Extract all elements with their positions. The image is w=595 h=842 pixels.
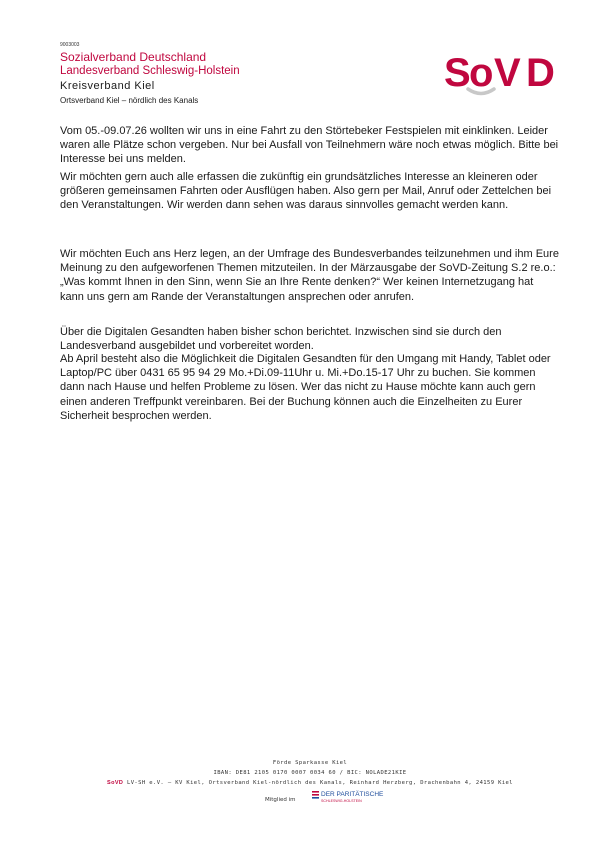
footer-bank: Förde Sparkasse Kiel xyxy=(272,760,348,766)
footer-iban: IBAN: DE81 2105 0170 0007 0034 60 / BIC: NOLADE21KIE xyxy=(213,770,407,776)
svg-text:V: V xyxy=(494,52,520,95)
org-local-branch: Ortsverband Kiel – nördlich des Kanals xyxy=(60,96,199,105)
footer-address-line xyxy=(60,780,560,786)
footer-sovd-mark: SoVD xyxy=(107,780,124,786)
org-state-association: Landesverband Schleswig-Holstein xyxy=(60,65,240,77)
org-name: Sozialverband Deutschland xyxy=(60,50,207,64)
partner-line2: SCHLESWIG-HOLSTEIN xyxy=(321,799,362,803)
svg-text:D: D xyxy=(526,52,554,95)
paragraph-stoertebeker: Vom 05.-09.07.26 wollten wir uns in eine Fahrt zu den Störtebeker Festspielen mit einklinken. Leider waren alle Plätze schon vergeben. Nur bei Ausfall von Teilnehmern wäre noch etwas möglich. Bitte bei Interesse bei uns melden. xyxy=(60,125,559,166)
paritaetische-logo xyxy=(312,789,394,805)
paragraph-digital-envoys: Über die Digitalen Gesandten haben bisher schon berichtet. Inzwischen sind sie durch den Landesverband ausgebildet und vorbereitet worden. xyxy=(60,326,502,353)
org-district: Kreisverband Kiel xyxy=(60,80,155,92)
paragraph-booking: Ab April besteht also die Möglichkeit die Digitalen Gesandten für den Umgang mit Handy, Tablet oder Laptop/PC über 0431 65 95 94 29 Mo.+Di.09-11Uhr u. Mi.+Do.15-17 Uhr zu buchen. Sie kommen dann nach Hause und helfen Probleme zu lösen. Wer das nicht zu Hause möchte kann auch gern einen anderen Treffpunkt vereinbaren. Bei der Buchung können auch die Einzelheiten zu Eurer Sicherheit besprochen werden. xyxy=(60,353,551,422)
svg-text:S: S xyxy=(444,52,470,95)
partner-line1: DER PARITÄTISCHE xyxy=(321,791,384,798)
footer-address: LV-SH e.V. – KV Kiel, Ortsverband Kiel-nördlich des Kanals, Reinhard Herzberg, Drachenbahn 4, 24159 Kiel xyxy=(127,780,513,786)
svg-text:o: o xyxy=(469,52,493,95)
paragraph-trips-interest: Wir möchten gern auch alle erfassen die zukünftig ein grundsätzliches Interesse an kleineren oder größeren gemeinsamen Fahrten oder Ausflügen haben. Also gern per Mail, Anruf oder Zettelchen bei den Veranstaltungen. Wir werden dann sehen was daraus sinnvolles gemacht werden kann. xyxy=(60,171,552,212)
member-label: Mitglied im xyxy=(265,797,296,803)
document-code: 9003003 xyxy=(60,42,80,48)
paragraph-survey: Wir möchten Euch ans Herz legen, an der Umfrage des Bundesverbandes teilzunehmen und ihm Eure Meinung zu den aufgeworfenen Themen mitzuteilen. In der Märzausgabe der SoVD-Zeitung S.2 re.o.: „Was kommt Ihnen in den Sinn, wenn Sie an Ihre Rente denken?“ Wer keinen Internetzugang hat kann uns gern am Rande der Veranstaltungen ansprechen oder anrufen. xyxy=(60,248,559,303)
sovd-logo xyxy=(444,52,560,96)
